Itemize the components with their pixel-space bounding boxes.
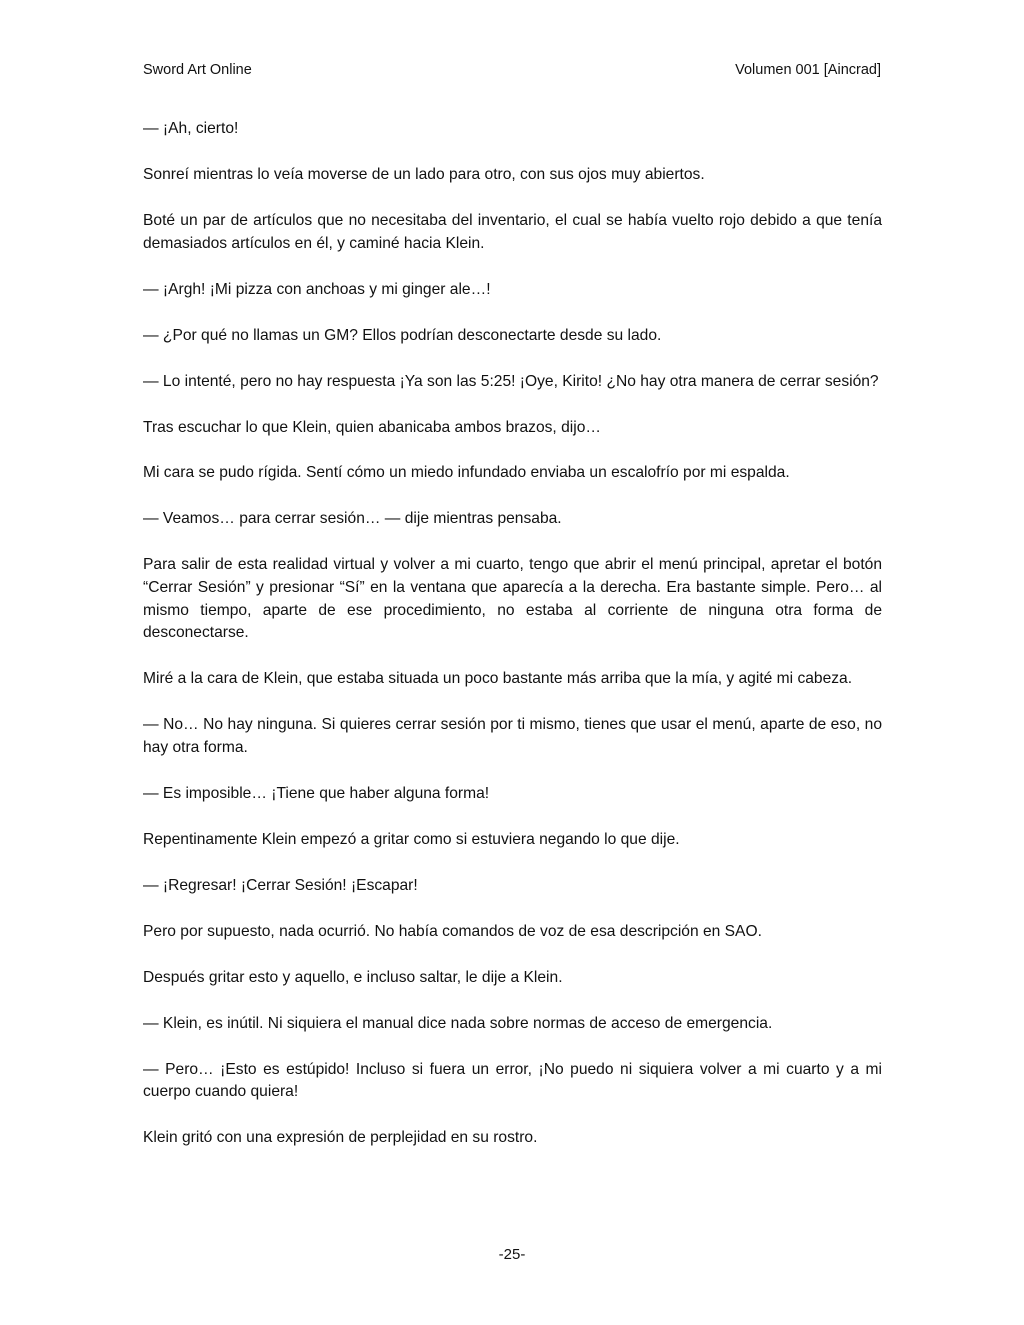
paragraph: — Lo intenté, pero no hay respuesta ¡Ya son las 5:25! ¡Oye, Kirito! ¿No hay otra manera de cerrar sesión? [143,372,879,390]
paragraph: Sonreí mientras lo veía moverse de un lado para otro, con sus ojos muy abiertos. [143,165,705,183]
page-footer [0,1244,1024,1266]
body-text [143,118,882,1173]
paragraph: Boté un par de artículos que no necesitaba del inventario, el cual se había vuelto rojo debido a que tenía demasiados artículos en él, y caminé hacia Klein. [143,211,882,252]
paragraph: Klein gritó con una expresión de perplejidad en su rostro. [143,1129,538,1147]
paragraph: — ¡Regresar! ¡Cerrar Sesión! ¡Escapar! [143,876,418,894]
paragraph: — Pero… ¡Esto es estúpido! Incluso si fuera un error, ¡No puedo ni siquiera volver a mi cuarto y a mi cuerpo cuando quiera! [143,1060,882,1101]
paragraph: — Es imposible… ¡Tiene que haber alguna forma! [143,784,490,802]
paragraph: — No… No hay ninguna. Si quieres cerrar sesión por ti mismo, tienes que usar el menú, aparte de eso, no hay otra forma. [143,716,882,756]
paragraph: — Klein, es inútil. Ni siquiera el manual dice nada sobre normas de acceso de emergencia. [143,1014,773,1032]
page-header [143,60,881,80]
paragraph: — ¡Argh! ¡Mi pizza con anchoas y mi ginger ale…! [143,280,491,298]
paragraph: Para salir de esta realidad virtual y volver a mi cuarto, tengo que abrir el menú principal, apretar el botón “Cerrar Sesión” y presionar “Sí” en la ventana que aparecía a la derecha. Era bastante simple. Pero… al mismo tiempo, aparte de ese procedimiento, no estaba al corriente de ninguna otra forma de desconectarse. [143,556,882,642]
paragraph: — ¿Por qué no llamas un GM? Ellos podrían desconectarte desde su lado. [143,326,662,344]
paragraph: — Veamos… para cerrar sesión… — dije mientras pensaba. [143,510,562,528]
header-volume-title: Volumen 001 [Aincrad] [735,62,881,78]
paragraph: Tras escuchar lo que Klein, quien abanicaba ambos brazos, dijo… [143,418,601,436]
paragraph: Miré a la cara de Klein, que estaba situada un poco bastante más arriba que la mía, y agité mi cabeza. [143,670,853,688]
paragraph: Después gritar esto y aquello, e incluso saltar, le dije a Klein. [143,968,563,986]
page-number: -25- [498,1246,526,1263]
paragraph: Mi cara se pudo rígida. Sentí cómo un miedo infundado enviaba un escalofrío por mi espalda. [143,464,790,482]
paragraph: — ¡Ah, cierto! [143,120,239,137]
paragraph: Pero por supuesto, nada ocurrió. No había comandos de voz de esa descripción en SAO. [143,922,762,940]
paragraph: Repentinamente Klein empezó a gritar como si estuviera negando lo que dije. [143,830,680,848]
header-book-title: Sword Art Online [143,62,252,78]
